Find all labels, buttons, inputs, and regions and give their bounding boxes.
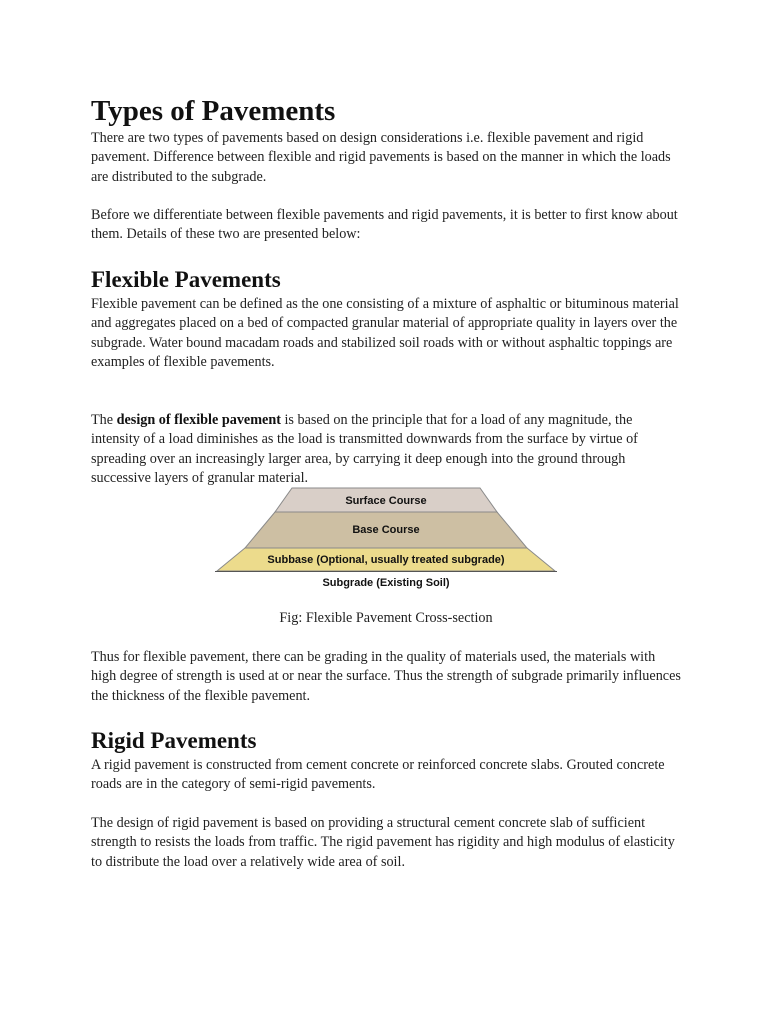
rigid-paragraph-1: A rigid pavement is constructed from cement concrete or reinforced concrete slabs. Grouted concrete roads are in the category of semi-rigid pavements. — [91, 757, 665, 793]
flexible-paragraph-2-prefix: The — [91, 412, 117, 428]
intro-paragraph-1: There are two types of pavements based on design considerations i.e. flexible pavement and rigid pavement. Difference between flexible and rigid pavements is based on the manner in which the loads are distributed to the subgrade. — [91, 130, 671, 185]
subbase-label: Subbase (Optional, usually treated subgrade) — [267, 554, 505, 566]
flexible-design-term: design of flexible pavement — [116, 412, 281, 428]
subgrade-label: Subgrade (Existing Soil) — [322, 577, 450, 589]
flexible-pavement-diagram — [212, 486, 560, 592]
flexible-paragraph-2-suffix: is based on the principle that for a load of any magnitude, the intensity of a load diminishes as the load is transmitted downwards from the surface by virtue of spreading over an increasingly larger area, by carrying it deep enough into the ground through successive layers of granular material. — [91, 412, 638, 487]
pavement-layers-svg — [212, 486, 560, 592]
flexible-heading: Flexible Pavements — [91, 267, 281, 292]
base-course-label: Base Course — [352, 524, 420, 536]
rigid-paragraph-2: The design of rigid pavement is based on providing a structural cement concrete slab of sufficient strength to resists the loads from traffic. The rigid pavement has rigidity and high modulus of elasticity to distribute the load over a relatively wide area of soil. — [91, 815, 675, 870]
surface-course-label: Surface Course — [345, 495, 427, 507]
intro-paragraph-2: Before we differentiate between flexible pavements and rigid pavements, it is better to first know about them. Details of these two are presented below: — [91, 207, 678, 243]
flexible-paragraph-2 — [91, 411, 681, 489]
flexible-paragraph-1: Flexible pavement can be defined as the one consisting of a mixture of asphaltic or bituminous material and aggregates placed on a bed of compacted granular material of appropriate quality in layers over the subgrade. Water bound macadam roads and stabilized soil roads with or without asphaltic toppings are examples of flexible pavements. — [91, 296, 679, 371]
figure-caption: Fig: Flexible Pavement Cross-section — [279, 610, 493, 626]
rigid-heading: Rigid Pavements — [91, 728, 257, 753]
flexible-paragraph-3: Thus for flexible pavement, there can be grading in the quality of materials used, the materials with high degree of strength is used at or near the surface. Thus the strength of subgrade primarily influences the thickness of the flexible pavement. — [91, 649, 681, 704]
page-title: Types of Pavements — [91, 95, 336, 127]
